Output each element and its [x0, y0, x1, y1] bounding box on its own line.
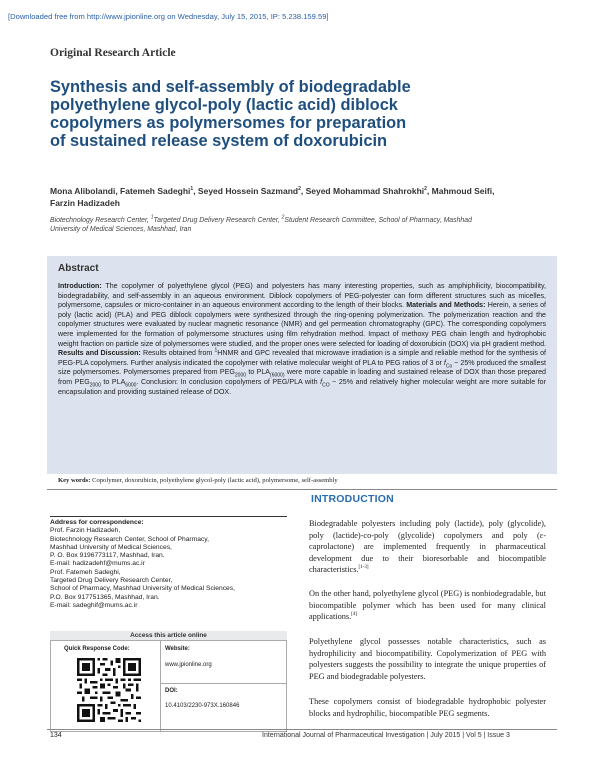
author: , Mahmoud Seifi,	[426, 186, 495, 196]
article-title	[50, 78, 570, 150]
abstract-segment: to PLA	[100, 377, 126, 386]
abstract-segment: were more capable in loading and sustained release of DOX than those prepared from PEG	[58, 368, 546, 386]
doi-link[interactable]: 10.4103/2230-973X.160846	[165, 703, 240, 709]
correspondence-line: Targeted Drug Delivery Research Center,	[50, 577, 173, 585]
affil-text: Student Research Committee, School of Pharmacy, Mashhad	[284, 217, 472, 224]
author-list	[50, 186, 560, 209]
divider	[50, 516, 287, 517]
correspondence-line: Biotechnology Research Center, School of Pharmacy,	[50, 535, 209, 543]
divider	[47, 729, 557, 730]
abstract-segment: The copolymer of polyethylene glycol (PEG) and polyesters has many interesting properties, such as amphiphilicity, biocompatibility, biodegradability, and self-assembly in an aqueous environment. Diblock copolymers of PEG-polyester can form different structures such as micelles, polymersome, capsules or micro-container in an aqueous environment according to the length of their blocks.	[58, 282, 546, 310]
title-line: copolymers as polymersomes for preparation	[50, 114, 407, 132]
article-type: Original Research Article	[50, 47, 176, 59]
page-number: 134	[50, 732, 62, 739]
superscript: 1	[214, 347, 218, 354]
email-link[interactable]: E-mail: sadeghif@mums.ac.ir	[50, 601, 138, 609]
abstract-text	[58, 282, 546, 397]
author: Mona Alibolandi, Fatemeh Sadeghi	[50, 186, 191, 196]
abstract-label: Materials and Methods:	[406, 301, 486, 310]
subscript: Co	[445, 363, 453, 370]
paragraph-text: Biodegradable polyesters including poly (lactide), poly (glycolide), poly (lactide)-co-poly (glycolide) copolymers and poly (ε-caprolactone) are implemented frequently in pharmaceutical development due to their bioresorbable and biocompatible characteristics.	[309, 519, 546, 575]
affiliations	[50, 216, 550, 234]
website-link[interactable]: www.jpionline.org	[165, 662, 212, 668]
title-line: Synthesis and self-assembly of biodegradable	[50, 78, 411, 96]
email-link[interactable]: E-mail: hadizadehf@mums.ac.ir	[50, 560, 145, 568]
access-title: Access this article online	[130, 632, 207, 639]
abstract-label: Introduction:	[58, 282, 102, 290]
abstract-segment: ~ 25% produced the smallest size polymersomes. Polymersomes prepared from PEG	[58, 358, 546, 377]
correspondence-line: P.O. Box 917751365, Mashhad, Iran.	[50, 593, 160, 601]
affil-text: University of Medical Sciences, Mashhad, Iran	[50, 226, 192, 233]
keywords-label: Key words:	[58, 477, 91, 484]
download-banner: [Downloaded free from http://www.jpionline.org on Wednesday, July 15, 2015, IP: 5.238.159.59]	[8, 12, 329, 21]
divider	[160, 683, 287, 684]
subscript: 6000	[125, 382, 137, 389]
qr-code-icon[interactable]	[77, 658, 141, 722]
intro-paragraph	[309, 588, 546, 623]
keywords	[58, 477, 548, 484]
correspondence-line: School of Pharmacy, Mashhad University of Medical Sciences,	[50, 585, 235, 593]
affil-text: Targeted Drug Delivery Research Center,	[153, 217, 282, 224]
subscript: 2000	[234, 372, 247, 379]
subscript: (6000)	[270, 372, 285, 379]
abstract-segment: HNMR and GPC revealed that microwave irradiation is a simple and reliable method for the synthesis of PEG-PLA copolymers. Further analysis indicated the copolymer with relative molecular weight of PLA to PEG ratios of 3 or	[58, 349, 547, 367]
affil-text: Biotechnology Research Center,	[50, 217, 151, 224]
correspondence-line: Mashhad University of Medical Sciences,	[50, 543, 172, 551]
symbol: f	[320, 377, 323, 386]
subscript: 2000	[89, 382, 101, 389]
symbol: f	[443, 358, 446, 367]
website-label: Website:	[165, 646, 190, 652]
divider	[160, 640, 161, 732]
paragraph-text: On the other hand, polyethylene glycol (PEG) is nonbiodegradable, but biocompatible polymer which has been used for many clinical applications.	[309, 589, 546, 622]
abstract-segment: Herein, a series of poly (lactic acid) (PLA) and PEG diblock copolymers were synthesized through the ring-opening polymerization. The polymerization reaction and the copolymer structures were evaluated by nuclear magnetic resonance (NMR) and gel permeation chromatography (GPC). The corresponding copolymers were implemented for the formation of polymersome structures using film rehydration method. Impact of methoxy PEG chain length and hydrophobic weight fraction on particle size of polymersomes were studied, and the proper ones were selected for loading of doxorubicin (DOX) via pH gradient method.	[58, 301, 546, 348]
title-line: polyethylene glycol-poly (lactic acid) diblock	[50, 96, 398, 114]
abstract-segment: . Conclusion: In conclusion copolymers of PEG/PLA with	[136, 377, 321, 386]
title-line: of sustained release system of doxorubicin	[50, 132, 388, 150]
intro-paragraph: Polyethylene glycol possesses notable characteristics, such as hydrophilicity and biocompatibility. Copolymerization of PEG with polyesters suggests the possibility to integrate the unique properties of PEG and biodegradable polyesters.	[309, 637, 546, 681]
citation-link[interactable]: [4]	[351, 612, 358, 618]
abstract-segment: ~ 25% and relatively higher molecular weight are more suitable for encapsulation and providing sustained release of DOX.	[58, 377, 546, 396]
doi-label: DOI:	[165, 688, 178, 694]
subscript: CO	[322, 382, 330, 389]
affil-mark: 1	[150, 214, 154, 221]
intro-paragraph: These copolymers consist of biodegradable hydrophobic polyester blocks and hydrophilic, biocompatible PEG segments.	[309, 697, 546, 718]
correspondence-line: Prof. Fatemeh Sadeghi,	[50, 568, 121, 576]
qr-label: Quick Response Code:	[64, 646, 130, 652]
journal-footer: International Journal of Pharmaceutical Investigation | July 2015 | Vol 5 | Issue 3	[262, 732, 510, 739]
affil-mark: 2	[298, 186, 301, 193]
abstract-segment: Results obtained from	[140, 349, 215, 358]
correspondence-line: P. O. Box 9196773117, Mashhad, Iran.	[50, 552, 165, 560]
author: , Seyed Hossein Sazmand	[193, 186, 299, 196]
affil-mark: 2	[424, 186, 427, 193]
author: , Seyed Mohammad Shahrokhi	[300, 186, 425, 196]
intro-paragraph	[309, 518, 546, 576]
abstract-heading: Abstract	[58, 263, 99, 274]
correspondence-line: Prof. Farzin Hadizadeh,	[50, 527, 121, 535]
abstract-segment: to PLA	[246, 368, 271, 377]
divider	[47, 489, 557, 490]
affil-mark: 1	[190, 186, 194, 193]
correspondence-block	[50, 519, 290, 610]
keywords-text: Copolymer, doxorubicin, polyethylene glycol-poly (lactic acid), polymersome, self-assembly	[90, 477, 338, 484]
section-heading-introduction: INTRODUCTION	[311, 493, 394, 505]
citation-link[interactable]: [1-3]	[358, 565, 369, 571]
affil-mark: 2	[281, 214, 285, 221]
author: Farzin Hadizadeh	[50, 197, 120, 208]
correspondence-heading: Address for correspondence:	[50, 519, 144, 526]
abstract-label: Results and Discussion:	[58, 349, 141, 358]
